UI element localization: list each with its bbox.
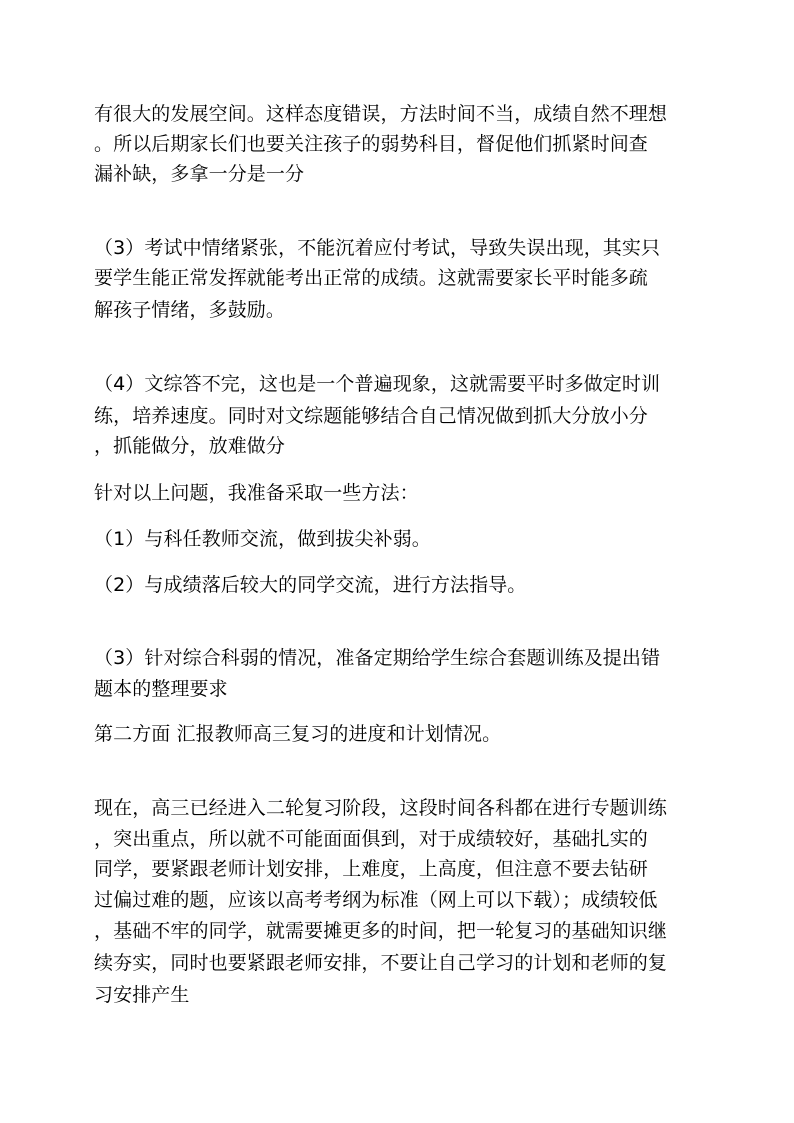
- text-line: 续夯实，同时也要紧跟老师安排，不要让自己学习的计划和老师的复: [94, 952, 668, 974]
- text-line: （3）针对综合科弱的情况，准备定期给学生综合套题训练及提出错: [94, 647, 661, 669]
- text-line: ，抓能做分，放难做分: [94, 435, 286, 457]
- text-line: ，基础不牢的同学，就需要摊更多的时间，把一轮复习的基础知识继: [94, 920, 668, 942]
- text-line: （4）文综答不完，这也是一个普遍现象，这就需要平时多做定时训: [94, 373, 661, 395]
- text-line: 漏补缺，多拿一分是一分: [94, 163, 305, 185]
- text-line: 要学生能正常发挥就能考出正常的成绩。这就需要家长平时能多疏: [94, 267, 648, 289]
- text-line: 现在，高三已经进入二轮复习阶段，这段时间各科都在进行专题训练: [94, 797, 668, 819]
- text-line: 同学，要紧跟老师计划安排，上难度，上高度，但注意不要去钻研: [94, 858, 648, 880]
- text-line: 。所以后期家长们也要关注孩子的弱势科目，督促他们抓紧时间查: [94, 133, 648, 155]
- text-line: （1）与科任教师交流，做到拔尖补弱。: [94, 528, 431, 550]
- text-line: 第二方面 汇报教师高三复习的进度和计划情况。: [94, 723, 502, 745]
- text-line: （2）与成绩落后较大的同学交流，进行方法指导。: [94, 574, 527, 596]
- text-line: （3）考试中情绪紧张，不能沉着应付考试，导致失误出现，其实只: [94, 237, 661, 259]
- text-line: 针对以上问题，我准备采取一些方法：: [94, 482, 419, 504]
- text-line: 练，培养速度。同时对文综题能够结合自己情况做到抓大分放小分: [94, 405, 648, 427]
- text-line: 过偏过难的题，应该以高考考纲为标准（网上可以下载）；成绩较低: [94, 889, 658, 911]
- text-line: ，突出重点，所以就不可能面面俱到，对于成绩较好，基础扎实的: [94, 828, 648, 850]
- text-line: 习安排产生: [94, 984, 190, 1006]
- text-line: 有很大的发展空间。这样态度错误，方法时间不当，成绩自然不理想: [94, 103, 668, 125]
- text-line: 解孩子情绪，多鼓励。: [94, 299, 286, 321]
- text-line: 题本的整理要求: [94, 678, 228, 700]
